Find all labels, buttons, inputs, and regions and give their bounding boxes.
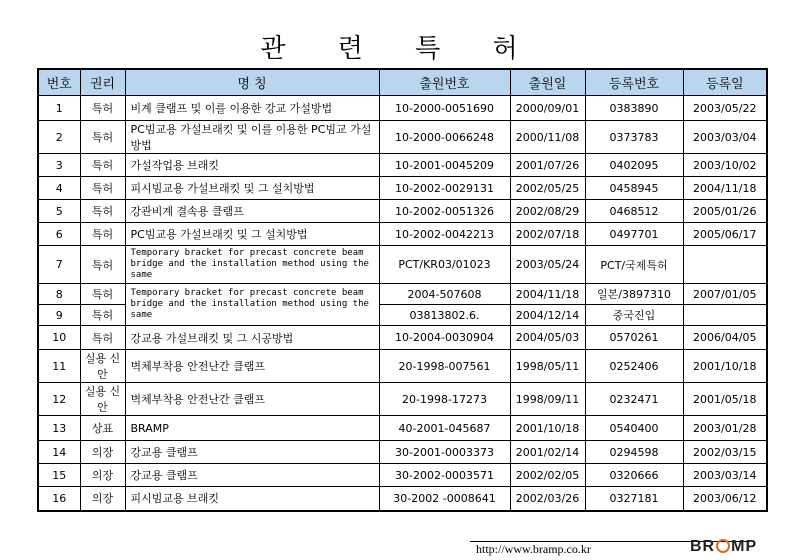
cell-right: 실용 신안 — [80, 350, 125, 383]
cell-right: 특허 — [80, 96, 125, 121]
cell-reg-date: 2005/06/17 — [683, 223, 767, 246]
cell-app-date: 2002/03/26 — [510, 487, 585, 511]
cell-app-date: 2000/09/01 — [510, 96, 585, 121]
cell-right: 특허 — [80, 177, 125, 200]
cell-name: 강교용 클램프 — [125, 441, 379, 464]
cell-app-no: PCT/KR03/01023 — [379, 246, 510, 284]
cell-reg-no: 0252406 — [585, 350, 683, 383]
cell-reg-date: 2001/10/18 — [683, 350, 767, 383]
cell-no: 8 — [38, 284, 80, 305]
cell-app-no: 10-2000-0066248 — [379, 121, 510, 154]
table-row — [38, 464, 767, 487]
cell-reg-no: 0570261 — [585, 326, 683, 350]
cell-app-no: 30-2001-0003373 — [379, 441, 510, 464]
header-reg-no: 등록번호 — [585, 69, 683, 96]
cell-name: 피시빔교용 브래킷 — [125, 487, 379, 511]
cell-app-no: 2004-507608 — [379, 284, 510, 305]
table-row — [38, 326, 767, 350]
cell-reg-no: 0497701 — [585, 223, 683, 246]
cell-name: PC빔교용 가설브래킷 및 그 설치방법 — [125, 223, 379, 246]
cell-right: 특허 — [80, 326, 125, 350]
table-row — [38, 350, 767, 383]
header-name: 명 칭 — [125, 69, 379, 96]
cell-app-no: 10-2002-0042213 — [379, 223, 510, 246]
cell-no: 16 — [38, 487, 80, 511]
cell-app-date: 1998/09/11 — [510, 383, 585, 416]
cell-no: 3 — [38, 154, 80, 177]
cell-app-no: 20-1998-007561 — [379, 350, 510, 383]
table-row — [38, 416, 767, 441]
cell-app-date: 1998/05/11 — [510, 350, 585, 383]
cell-reg-date — [683, 305, 767, 326]
table-row — [38, 223, 767, 246]
cell-reg-no: 0468512 — [585, 200, 683, 223]
table-row — [38, 121, 767, 154]
cell-reg-date: 2003/01/28 — [683, 416, 767, 441]
header-app-date: 출원일 — [510, 69, 585, 96]
cell-reg-date: 2006/04/05 — [683, 326, 767, 350]
cell-app-no: 30-2002 -0008641 — [379, 487, 510, 511]
cell-name: 가설작업용 브래킷 — [125, 154, 379, 177]
cell-name: 피시빔교용 가설브래킷 및 그 설치방법 — [125, 177, 379, 200]
cell-reg-no: 0327181 — [585, 487, 683, 511]
cell-name: PC빔교용 가설브래킷 및 이를 이용한 PC빔교 가설방법 — [125, 121, 379, 154]
table-row — [38, 200, 767, 223]
cell-reg-date: 2003/05/22 — [683, 96, 767, 121]
table-row — [38, 487, 767, 511]
cell-name: Temporary bracket for precast concrete beam bridge and the installation method using the same — [125, 284, 379, 326]
logo-text-right: MP — [731, 538, 758, 555]
cell-reg-no: 일본/3897310 — [585, 284, 683, 305]
cell-no: 7 — [38, 246, 80, 284]
cell-no: 5 — [38, 200, 80, 223]
cell-right: 특허 — [80, 284, 125, 305]
cell-reg-date: 2002/03/15 — [683, 441, 767, 464]
cell-app-date: 2002/07/18 — [510, 223, 585, 246]
cell-app-date: 2003/05/24 — [510, 246, 585, 284]
cell-name: BRAMP — [125, 416, 379, 441]
cell-app-date: 2001/10/18 — [510, 416, 585, 441]
header-no: 번호 — [38, 69, 80, 96]
cell-reg-no: 0540400 — [585, 416, 683, 441]
cell-reg-no: 0402095 — [585, 154, 683, 177]
cell-right: 의장 — [80, 441, 125, 464]
cell-name: 벽체부착용 안전난간 클램프 — [125, 383, 379, 416]
cell-right: 특허 — [80, 154, 125, 177]
cell-no: 10 — [38, 326, 80, 350]
cell-reg-no: PCT/국제특허 — [585, 246, 683, 284]
cell-app-no: 10-2002-0029131 — [379, 177, 510, 200]
header-reg-date: 등록일 — [683, 69, 767, 96]
cell-app-date: 2001/02/14 — [510, 441, 585, 464]
cell-right: 특허 — [80, 121, 125, 154]
cell-app-no: 30-2002-0003571 — [379, 464, 510, 487]
cell-reg-date: 2001/05/18 — [683, 383, 767, 416]
cell-reg-no: 0373783 — [585, 121, 683, 154]
logo-text-left: BR — [690, 538, 716, 555]
cell-name: 강교용 클램프 — [125, 464, 379, 487]
cell-name: Temporary bracket for precast concrete beam bridge and the installation method using the same — [125, 246, 379, 284]
cell-app-no: 40-2001-045687 — [379, 416, 510, 441]
table-row — [38, 177, 767, 200]
cell-right: 특허 — [80, 305, 125, 326]
footer-url-link[interactable]: http://www.bramp.co.kr — [476, 542, 591, 556]
cell-app-date: 2004/05/03 — [510, 326, 585, 350]
cell-app-date: 2002/08/29 — [510, 200, 585, 223]
cell-reg-date: 2003/10/02 — [683, 154, 767, 177]
cell-reg-no: 중국진입 — [585, 305, 683, 326]
cell-app-no: 03813802.6. — [379, 305, 510, 326]
cell-right: 특허 — [80, 223, 125, 246]
cell-reg-date: 2003/06/12 — [683, 487, 767, 511]
cell-reg-date: 2003/03/14 — [683, 464, 767, 487]
page-title: 관 련 특 허 — [260, 34, 540, 64]
table-row — [38, 383, 767, 416]
bramp-logo — [690, 538, 757, 556]
cell-no: 14 — [38, 441, 80, 464]
table-row — [38, 441, 767, 464]
cell-no: 12 — [38, 383, 80, 416]
cell-reg-no: 0458945 — [585, 177, 683, 200]
cell-reg-date: 2004/11/18 — [683, 177, 767, 200]
cell-no: 2 — [38, 121, 80, 154]
table-row — [38, 284, 767, 305]
cell-name: 비계 클램프 및 이를 이용한 강교 가설방법 — [125, 96, 379, 121]
cell-app-date: 2004/11/18 — [510, 284, 585, 305]
cell-reg-no: 0320666 — [585, 464, 683, 487]
cell-right: 상표 — [80, 416, 125, 441]
cell-name: 벽체부착용 안전난간 클램프 — [125, 350, 379, 383]
cell-name: 강관비계 결속용 클램프 — [125, 200, 379, 223]
cell-app-no: 10-2000-0051690 — [379, 96, 510, 121]
cell-right: 의장 — [80, 487, 125, 511]
cell-reg-no: 0294598 — [585, 441, 683, 464]
patent-table — [37, 68, 768, 512]
cell-app-no: 10-2004-0030904 — [379, 326, 510, 350]
cell-no: 4 — [38, 177, 80, 200]
header-app-no: 출원번호 — [379, 69, 510, 96]
cell-app-no: 10-2001-0045209 — [379, 154, 510, 177]
cell-app-date: 2000/11/08 — [510, 121, 585, 154]
header-right: 권리 — [80, 69, 125, 96]
cell-app-date: 2001/07/26 — [510, 154, 585, 177]
table-row — [38, 246, 767, 284]
cell-right: 특허 — [80, 246, 125, 284]
cell-app-date: 2004/12/14 — [510, 305, 585, 326]
cell-app-no: 10-2002-0051326 — [379, 200, 510, 223]
cell-no: 9 — [38, 305, 80, 326]
cell-reg-date: 2005/01/26 — [683, 200, 767, 223]
cell-app-date: 2002/05/25 — [510, 177, 585, 200]
cell-reg-no: 0232471 — [585, 383, 683, 416]
table-row — [38, 154, 767, 177]
logo-ring-icon — [716, 539, 730, 553]
cell-app-no: 20-1998-17273 — [379, 383, 510, 416]
cell-reg-date: 2003/03/04 — [683, 121, 767, 154]
cell-no: 15 — [38, 464, 80, 487]
cell-reg-date: 2007/01/05 — [683, 284, 767, 305]
cell-right: 실용 신안 — [80, 383, 125, 416]
table-row — [38, 96, 767, 121]
cell-app-date: 2002/02/05 — [510, 464, 585, 487]
cell-no: 11 — [38, 350, 80, 383]
table-header-row — [38, 69, 767, 96]
cell-no: 13 — [38, 416, 80, 441]
cell-right: 특허 — [80, 200, 125, 223]
cell-reg-no: 0383890 — [585, 96, 683, 121]
cell-name: 강교용 가설브래킷 및 그 시공방법 — [125, 326, 379, 350]
cell-no: 1 — [38, 96, 80, 121]
cell-reg-date — [683, 246, 767, 284]
cell-right: 의장 — [80, 464, 125, 487]
cell-no: 6 — [38, 223, 80, 246]
